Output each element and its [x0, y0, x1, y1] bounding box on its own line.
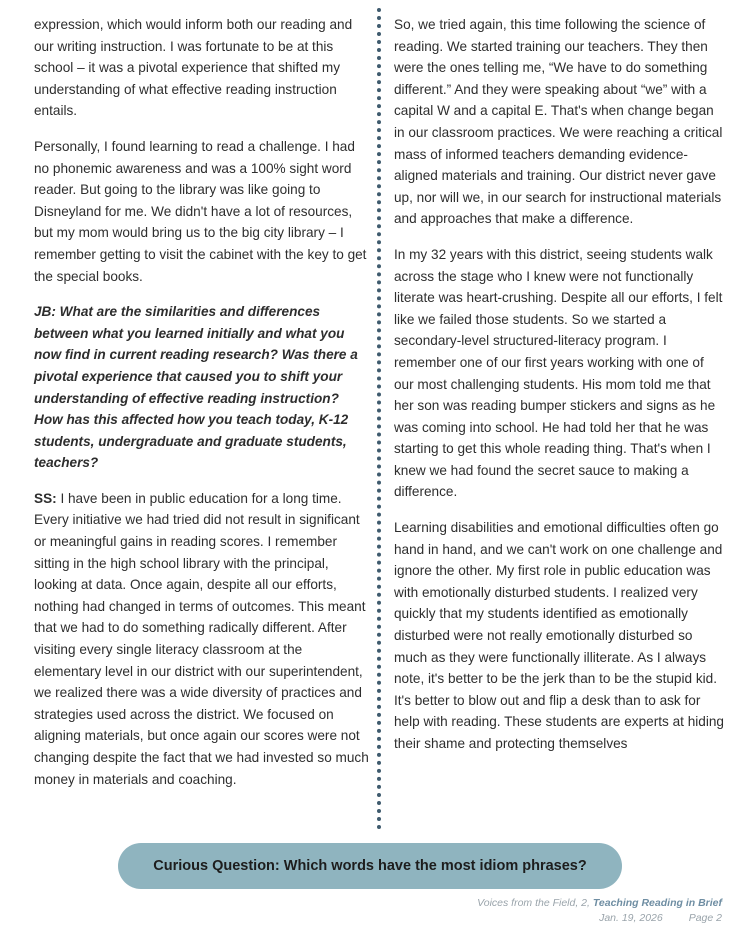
interview-answer — [34, 488, 370, 790]
footer-line-2 — [477, 911, 722, 926]
page-footer — [477, 896, 722, 926]
right-column — [394, 14, 724, 769]
answer-speaker: SS: — [34, 490, 57, 506]
footer-line-1 — [477, 896, 722, 911]
footer-series: Voices from the Field, 2, — [477, 897, 593, 909]
right-paragraph-1: So, we tried again, this time following the science of reading. We started training our teachers. They then were the ones telling me, “We have to do something different.” And they were speaking about “we” with a capital W and a capital E. That's when change began in our classroom practices. We were reaching a critical mass of informed teachers demanding evidence-aligned materials and training. Our district never gave up, nor will we, in our search for instructional materials and approaches that make a difference. — [394, 17, 723, 227]
left-column — [34, 14, 370, 804]
curious-question-banner — [118, 843, 622, 889]
column-divider — [377, 8, 381, 830]
footer-page-number: Page 2 — [688, 912, 722, 924]
left-paragraph-1: expression, which would inform both our reading and our writing instruction. I was fortunate to be at this school – it was a pivotal experience that shifted my understanding of what effective reading instruction entails. — [34, 17, 353, 119]
right-paragraph-2: In my 32 years with this district, seeing students walk across the stage who I knew were not functionally literate was heart-crushing. Despite all our efforts, I felt like we failed those students. So we started a secondary-level structured-literacy program. I remember one of our first years working with one of our most challenging students. His mom told me that her son was reading bumper stickers and signs as he was coming into school. He had told her that he was starting to get this whole reading thing. That's when I knew we had found the secret sauce to making a difference. — [394, 246, 723, 500]
interview-question: JB: What are the similarities and differences between what you learned initially and what you now find in current reading research? Was there a pivotal experience that caused you to shift your understanding of effective reading instruction? How has this affected how you teach today, K-12 students, undergraduate and graduate students, teachers? — [34, 304, 358, 471]
footer-publication: Teaching Reading in Brief — [592, 897, 722, 909]
answer-text: I have been in public education for a long time. Every initiative we had tried did not result in significant or meaningful gains in reading scores. I remember sitting in the high school library with the principal, looking at data. Once again, despite all our efforts, nothing had changed in terms of outcomes. This meant that we had to do something radically different. After visiting every single literacy classroom at the elementary level in our district with our superintendent, we realized there was a wide diversity of practices and strategies used across the district. We focused on aligning materials, but once again our scores were not changing despite the fact that we had invested so much money in materials and coaching. — [34, 490, 369, 787]
right-paragraph-3: Learning disabilities and emotional difficulties often go hand in hand, and we can't work on one challenge and ignore the other. My first role in public education was with emotionally disturbed students. I realized very quickly that my students identified as emotionally disturbed were not really emotionally disturbed so much as they were functionally illiterate. As I always note, it's better to be the jerk than to be the stupid kid. It's better to blow out and flip a desk than to ask for help with reading. These students are experts at hiding their shame and protecting themselves — [394, 520, 724, 751]
left-paragraph-2: Personally, I found learning to read a challenge. I had no phonemic awareness and was a 100% sight word reader. But going to the library was like going to Disneyland for me. We didn't have a lot of resources, but my mom would bring us to the big city library – I remember getting to visit the cabinet with the key to get the special books. — [34, 138, 367, 284]
curious-question-text: Curious Question: Which words have the most idiom phrases? — [153, 858, 587, 874]
footer-date: Jan. 19, 2026 — [599, 912, 663, 924]
